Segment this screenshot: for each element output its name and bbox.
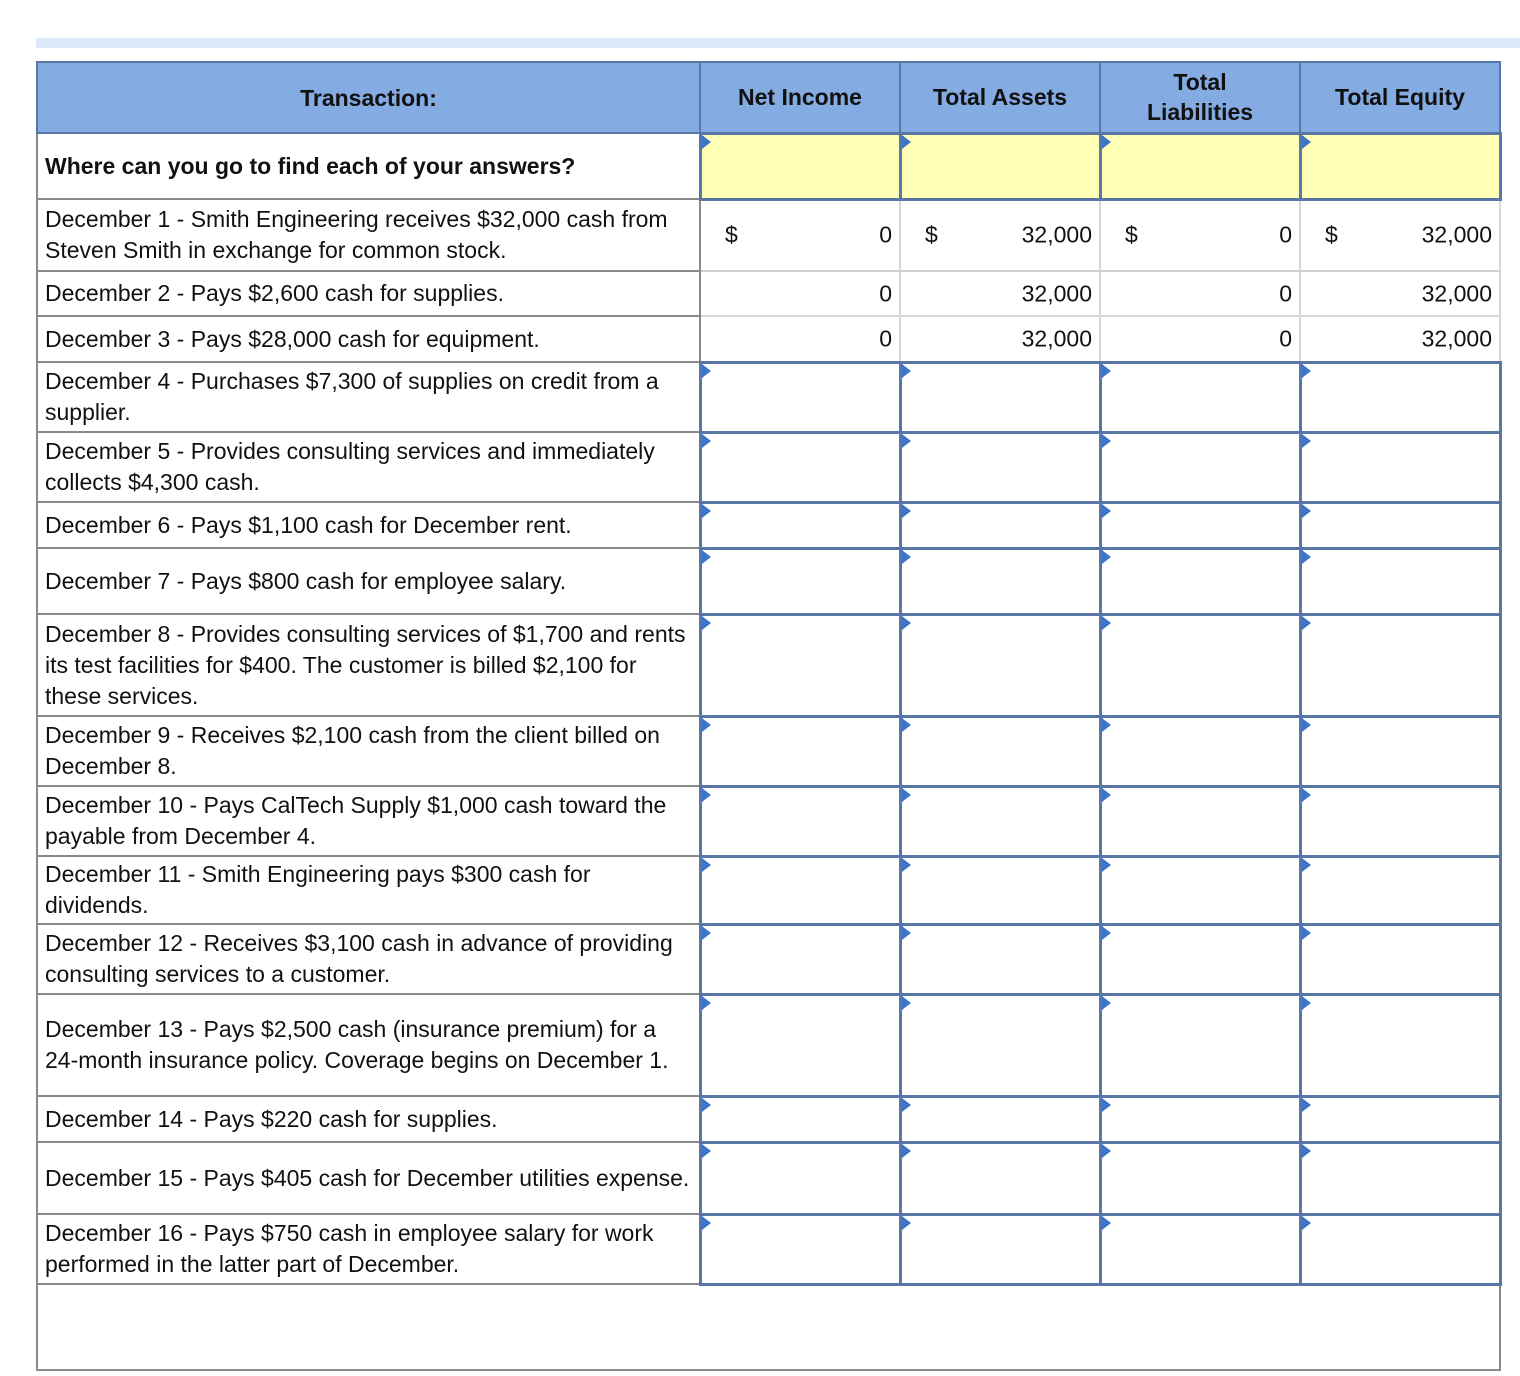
net-income-input[interactable] (700, 548, 900, 614)
total-assets-input[interactable] (900, 1142, 1100, 1214)
table-row (37, 614, 1500, 716)
transaction-label: December 16 - Pays $750 cash in employee salary for work performed in the latter part of December. (37, 1214, 700, 1284)
transaction-label: December 2 - Pays $2,600 cash for supplies. (37, 271, 700, 316)
total-equity-value: 32,000 (1421, 325, 1492, 352)
total-assets-input[interactable] (900, 1214, 1100, 1284)
transaction-label: December 12 - Receives $3,100 cash in advance of providing consulting services to a customer. (37, 924, 700, 994)
total-equity-input[interactable] (1300, 614, 1500, 716)
total-assets-input[interactable] (900, 856, 1100, 924)
table-row (37, 199, 1500, 271)
transaction-label: December 14 - Pays $220 cash for supplies. (37, 1096, 700, 1142)
currency-symbol: $ (1125, 221, 1138, 248)
transaction-label: December 15 - Pays $405 cash for December utilities expense. (37, 1142, 700, 1214)
transaction-label: December 4 - Purchases $7,300 of supplies on credit from a supplier. (37, 362, 700, 432)
total-assets-value-cell (900, 199, 1100, 271)
transaction-label: December 3 - Pays $28,000 cash for equipment. (37, 316, 700, 362)
net-income-input[interactable] (700, 1142, 900, 1214)
table-row (37, 994, 1500, 1096)
total-liabilities-input[interactable] (1100, 716, 1300, 786)
total-liabilities-input[interactable] (1100, 362, 1300, 432)
total-equity-input[interactable] (1300, 786, 1500, 856)
total-assets-value: 32,000 (1021, 325, 1092, 352)
total-liabilities-value: 0 (1279, 325, 1292, 352)
header-total-equity: Total Equity (1300, 62, 1500, 133)
total-assets-input[interactable] (900, 1096, 1100, 1142)
header-total-assets: Total Assets (900, 62, 1100, 133)
transaction-analysis-table (36, 61, 1502, 1371)
net-income-input[interactable] (700, 994, 900, 1096)
table-row (37, 786, 1500, 856)
total-assets-input[interactable] (900, 362, 1100, 432)
total-equity-input[interactable] (1300, 1214, 1500, 1284)
table-row (37, 316, 1500, 362)
total-liabilities-input[interactable] (1100, 1214, 1300, 1284)
source-dropdown-total-assets[interactable] (900, 133, 1100, 199)
total-liabilities-input[interactable] (1100, 786, 1300, 856)
table-row (37, 1142, 1500, 1214)
total-equity-input[interactable] (1300, 924, 1500, 994)
net-income-input[interactable] (700, 1214, 900, 1284)
total-equity-value: 32,000 (1421, 221, 1492, 248)
total-assets-input[interactable] (900, 614, 1100, 716)
net-income-input[interactable] (700, 362, 900, 432)
transaction-label: December 7 - Pays $800 cash for employee salary. (37, 548, 700, 614)
total-liabilities-input[interactable] (1100, 548, 1300, 614)
total-liabilities-value-cell (1100, 316, 1300, 362)
currency-symbol: $ (1325, 221, 1338, 248)
total-equity-input[interactable] (1300, 502, 1500, 548)
table-row (37, 432, 1500, 502)
table-row (37, 1214, 1500, 1284)
total-equity-value-cell (1300, 199, 1500, 271)
net-income-value-cell (700, 271, 900, 316)
total-equity-input[interactable] (1300, 994, 1500, 1096)
total-assets-value: 32,000 (1021, 280, 1092, 306)
total-liabilities-input[interactable] (1100, 856, 1300, 924)
transaction-label: December 9 - Receives $2,100 cash from the client billed on December 8. (37, 716, 700, 786)
table-footer-row (37, 1284, 1500, 1370)
total-equity-input[interactable] (1300, 548, 1500, 614)
source-dropdown-net-income[interactable] (700, 133, 900, 199)
net-income-input[interactable] (700, 614, 900, 716)
total-equity-input[interactable] (1300, 856, 1500, 924)
total-equity-value-cell (1300, 271, 1500, 316)
total-equity-value: 32,000 (1421, 280, 1492, 306)
total-assets-value-cell (900, 316, 1100, 362)
table-row (37, 716, 1500, 786)
transaction-label: December 10 - Pays CalTech Supply $1,000 cash toward the payable from December 4. (37, 786, 700, 856)
total-equity-input[interactable] (1300, 432, 1500, 502)
table-row (37, 548, 1500, 614)
total-liabilities-input[interactable] (1100, 614, 1300, 716)
total-equity-input[interactable] (1300, 362, 1500, 432)
total-assets-input[interactable] (900, 786, 1100, 856)
total-liabilities-input[interactable] (1100, 924, 1300, 994)
total-equity-value-cell (1300, 316, 1500, 362)
total-equity-input[interactable] (1300, 1096, 1500, 1142)
source-dropdown-total-liabilities[interactable] (1100, 133, 1300, 199)
net-income-value: 0 (879, 325, 892, 352)
net-income-value: 0 (879, 221, 892, 248)
total-liabilities-input[interactable] (1100, 1096, 1300, 1142)
table-row (37, 1096, 1500, 1142)
transaction-label: December 11 - Smith Engineering pays $300 cash for dividends. (37, 856, 700, 924)
total-assets-input[interactable] (900, 716, 1100, 786)
total-liabilities-value-cell (1100, 271, 1300, 316)
total-assets-value-cell (900, 271, 1100, 316)
transaction-label: December 6 - Pays $1,100 cash for December rent. (37, 502, 700, 548)
total-liabilities-input[interactable] (1100, 502, 1300, 548)
header-net-income: Net Income (700, 62, 900, 133)
total-assets-input[interactable] (900, 994, 1100, 1096)
total-liabilities-value: 0 (1279, 280, 1292, 306)
table-row (37, 924, 1500, 994)
question-row (37, 133, 1500, 199)
net-income-input[interactable] (700, 786, 900, 856)
net-income-input[interactable] (700, 716, 900, 786)
source-dropdown-total-equity[interactable] (1300, 133, 1500, 199)
table-row (37, 856, 1500, 924)
net-income-value-cell (700, 199, 900, 271)
total-liabilities-input[interactable] (1100, 432, 1300, 502)
header-total-liabilities: Total Liabilities (1100, 62, 1300, 133)
total-assets-input[interactable] (900, 432, 1100, 502)
top-divider-bar (36, 38, 1520, 48)
total-liabilities-value: 0 (1279, 221, 1292, 248)
total-assets-input[interactable] (900, 924, 1100, 994)
total-assets-input[interactable] (900, 548, 1100, 614)
table-row (37, 271, 1500, 316)
table-row (37, 502, 1500, 548)
net-income-value-cell (700, 316, 900, 362)
total-liabilities-input[interactable] (1100, 994, 1300, 1096)
question-label: Where can you go to find each of your answers? (37, 133, 700, 199)
total-assets-input[interactable] (900, 502, 1100, 548)
transaction-label: December 13 - Pays $2,500 cash (insurance premium) for a 24-month insurance policy. Coverage begins on December 1. (37, 994, 700, 1096)
transaction-label: December 8 - Provides consulting services of $1,700 and rents its test facilities for $400. The customer is billed $2,100 for these services. (37, 614, 700, 716)
total-liabilities-value-cell (1100, 199, 1300, 271)
net-income-input[interactable] (700, 432, 900, 502)
net-income-input[interactable] (700, 1096, 900, 1142)
total-equity-input[interactable] (1300, 1142, 1500, 1214)
total-liabilities-input[interactable] (1100, 1142, 1300, 1214)
currency-symbol: $ (725, 221, 738, 248)
net-income-value: 0 (879, 280, 892, 306)
net-income-input[interactable] (700, 924, 900, 994)
net-income-input[interactable] (700, 502, 900, 548)
header-transaction: Transaction: (37, 62, 700, 133)
total-equity-input[interactable] (1300, 716, 1500, 786)
table-footer-cell (37, 1284, 1500, 1370)
currency-symbol: $ (925, 221, 938, 248)
transaction-label: December 5 - Provides consulting services and immediately collects $4,300 cash. (37, 432, 700, 502)
table-row (37, 362, 1500, 432)
transaction-label: December 1 - Smith Engineering receives $32,000 cash from Steven Smith in exchange for common stock. (37, 199, 700, 271)
total-assets-value: 32,000 (1021, 221, 1092, 248)
net-income-input[interactable] (700, 856, 900, 924)
